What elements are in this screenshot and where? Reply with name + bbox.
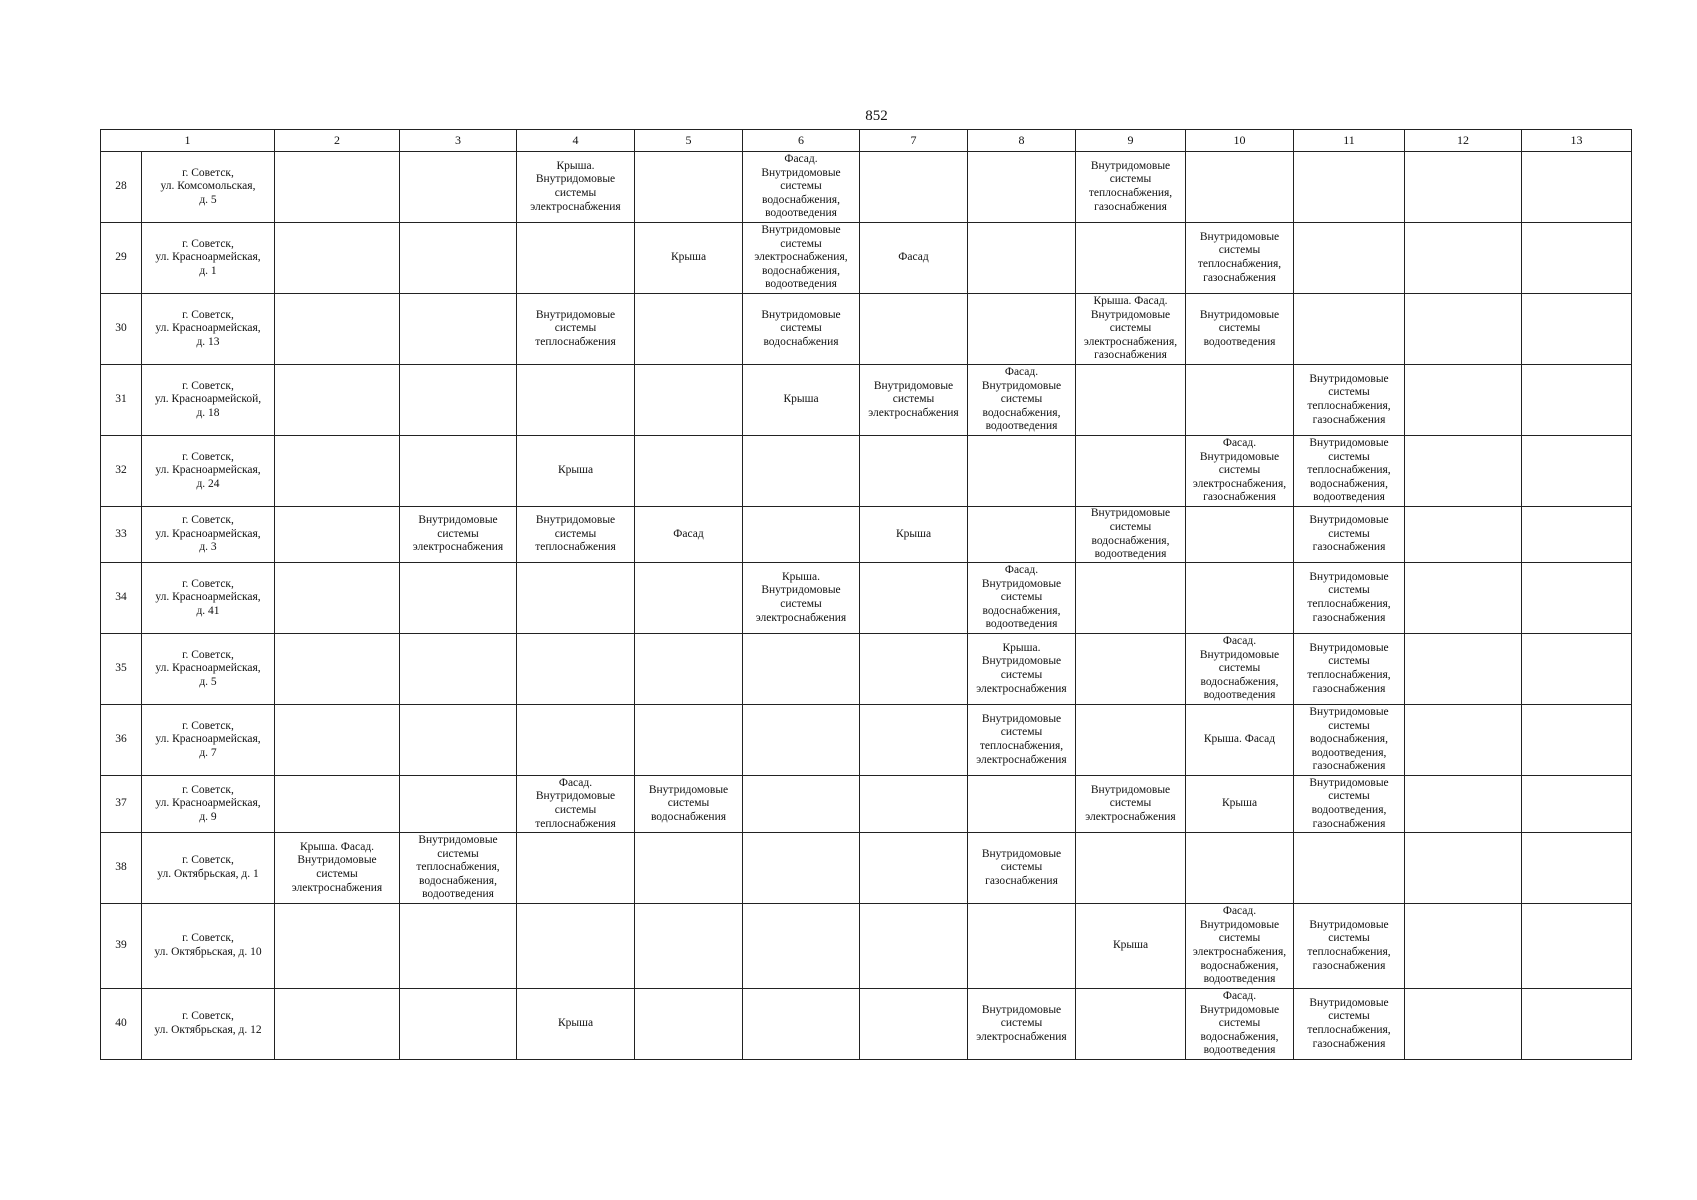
work-cell xyxy=(1405,705,1522,776)
work-cell xyxy=(400,904,517,989)
work-cell xyxy=(275,705,400,776)
work-cell: Фасад. Внутридомовые системы теплоснабжения xyxy=(517,776,635,833)
column-header: 2 xyxy=(275,130,400,152)
work-cell xyxy=(517,365,635,436)
work-cell: Внутридомовые системы теплоснабжения, газоснабжения xyxy=(1294,365,1405,436)
work-cell xyxy=(743,989,860,1060)
work-cell: Крыша xyxy=(517,436,635,507)
work-cell: Крыша xyxy=(743,365,860,436)
address-cell: г. Советск, ул. Октябрьская, д. 1 xyxy=(142,833,275,904)
work-cell xyxy=(400,223,517,294)
row-number: 39 xyxy=(101,904,142,989)
work-cell xyxy=(1522,152,1632,223)
work-cell xyxy=(275,294,400,365)
work-cell xyxy=(1186,507,1294,563)
work-cell xyxy=(1076,365,1186,436)
work-cell xyxy=(275,223,400,294)
work-cell: Внутридомовые системы теплоснабжения, газоснабжения xyxy=(1186,223,1294,294)
work-cell xyxy=(635,563,743,634)
work-cell: Крыша xyxy=(1076,904,1186,989)
table-row xyxy=(101,294,1632,365)
row-number: 31 xyxy=(101,365,142,436)
column-header: 9 xyxy=(1076,130,1186,152)
work-cell xyxy=(1522,833,1632,904)
repair-schedule-table xyxy=(100,129,1632,1060)
column-header: 13 xyxy=(1522,130,1632,152)
table-row xyxy=(101,705,1632,776)
work-cell: Фасад. Внутридомовые системы электроснабжения, газоснабжения xyxy=(1186,436,1294,507)
work-cell: Внутридомовые системы газоснабжения xyxy=(1294,507,1405,563)
work-cell xyxy=(275,989,400,1060)
address-cell: г. Советск, ул. Красноармейская, д. 1 xyxy=(142,223,275,294)
work-cell xyxy=(400,152,517,223)
work-cell xyxy=(968,223,1076,294)
work-cell xyxy=(1522,563,1632,634)
work-cell xyxy=(743,833,860,904)
work-cell: Внутридомовые системы водоснабжения, водоотведения, газоснабжения xyxy=(1294,705,1405,776)
work-cell xyxy=(635,365,743,436)
work-cell xyxy=(1522,294,1632,365)
column-header: 1 xyxy=(101,130,275,152)
work-cell xyxy=(1405,904,1522,989)
work-cell xyxy=(1522,436,1632,507)
work-cell xyxy=(1405,507,1522,563)
work-cell: Крыша. Внутридомовые системы электроснабжения xyxy=(743,563,860,634)
row-number: 33 xyxy=(101,507,142,563)
work-cell: Фасад. Внутридомовые системы водоснабжения, водоотведения xyxy=(1186,634,1294,705)
table-row xyxy=(101,904,1632,989)
work-cell xyxy=(1522,904,1632,989)
work-cell xyxy=(1076,705,1186,776)
work-cell xyxy=(1294,833,1405,904)
row-number: 32 xyxy=(101,436,142,507)
work-cell xyxy=(968,776,1076,833)
work-cell: Внутридомовые системы теплоснабжения, газоснабжения xyxy=(1294,904,1405,989)
work-cell xyxy=(1405,294,1522,365)
column-header: 3 xyxy=(400,130,517,152)
work-cell xyxy=(1186,563,1294,634)
work-cell: Крыша. Фасад xyxy=(1186,705,1294,776)
work-cell xyxy=(1522,634,1632,705)
work-cell xyxy=(517,705,635,776)
work-cell xyxy=(517,904,635,989)
column-header: 7 xyxy=(860,130,968,152)
work-cell xyxy=(968,507,1076,563)
work-cell xyxy=(1405,989,1522,1060)
work-cell xyxy=(1405,365,1522,436)
work-cell: Внутридомовые системы теплоснабжения xyxy=(517,507,635,563)
work-cell xyxy=(860,152,968,223)
work-cell xyxy=(1522,507,1632,563)
table-row xyxy=(101,833,1632,904)
work-cell: Внутридомовые системы электроснабжения, водоснабжения, водоотведения xyxy=(743,223,860,294)
work-cell xyxy=(275,152,400,223)
work-cell xyxy=(275,507,400,563)
work-cell: Фасад. Внутридомовые системы водоснабжения, водоотведения xyxy=(743,152,860,223)
work-cell xyxy=(1522,705,1632,776)
work-cell xyxy=(400,294,517,365)
row-number: 40 xyxy=(101,989,142,1060)
column-header: 4 xyxy=(517,130,635,152)
work-cell xyxy=(860,436,968,507)
work-cell xyxy=(400,989,517,1060)
work-cell: Фасад. Внутридомовые системы водоснабжения, водоотведения xyxy=(968,563,1076,634)
work-cell: Внутридомовые системы газоснабжения xyxy=(968,833,1076,904)
work-cell xyxy=(400,634,517,705)
work-cell: Внутридомовые системы водоснабжения xyxy=(743,294,860,365)
column-header: 6 xyxy=(743,130,860,152)
work-cell: Крыша. Внутридомовые системы электроснабжения xyxy=(968,634,1076,705)
work-cell: Крыша xyxy=(517,989,635,1060)
table-row xyxy=(101,776,1632,833)
address-cell: г. Советск, ул. Красноармейской, д. 18 xyxy=(142,365,275,436)
work-cell xyxy=(275,634,400,705)
work-cell xyxy=(1186,152,1294,223)
work-cell xyxy=(517,634,635,705)
work-cell xyxy=(400,563,517,634)
work-cell xyxy=(275,904,400,989)
work-cell: Фасад. Внутридомовые системы водоснабжения, водоотведения xyxy=(1186,989,1294,1060)
table-header-row xyxy=(101,130,1632,152)
work-cell: Внутридомовые системы теплоснабжения, газоснабжения xyxy=(1294,634,1405,705)
work-cell: Крыша xyxy=(635,223,743,294)
column-header: 11 xyxy=(1294,130,1405,152)
work-cell xyxy=(275,436,400,507)
work-cell xyxy=(1294,152,1405,223)
work-cell xyxy=(1076,989,1186,1060)
work-cell xyxy=(635,294,743,365)
work-cell xyxy=(517,833,635,904)
address-cell: г. Советск, ул. Красноармейская, д. 7 xyxy=(142,705,275,776)
row-number: 30 xyxy=(101,294,142,365)
column-header: 8 xyxy=(968,130,1076,152)
work-cell xyxy=(275,563,400,634)
work-cell xyxy=(968,436,1076,507)
work-cell xyxy=(517,563,635,634)
work-cell xyxy=(400,436,517,507)
work-cell: Внутридомовые системы электроснабжения xyxy=(1076,776,1186,833)
work-cell: Внутридомовые системы теплоснабжения, газоснабжения xyxy=(1294,989,1405,1060)
work-cell: Крыша. Фасад. Внутридомовые системы электроснабжения, газоснабжения xyxy=(1076,294,1186,365)
address-cell: г. Советск, ул. Красноармейская, д. 3 xyxy=(142,507,275,563)
work-cell: Внутридомовые системы теплоснабжения, водоснабжения, водоотведения xyxy=(400,833,517,904)
work-cell: Внутридомовые системы водоснабжения xyxy=(635,776,743,833)
work-cell xyxy=(635,705,743,776)
work-cell xyxy=(635,833,743,904)
work-cell xyxy=(635,989,743,1060)
work-cell xyxy=(1405,563,1522,634)
work-cell xyxy=(1405,833,1522,904)
address-cell: г. Советск, ул. Красноармейская, д. 13 xyxy=(142,294,275,365)
row-number: 38 xyxy=(101,833,142,904)
row-number: 36 xyxy=(101,705,142,776)
work-cell xyxy=(743,776,860,833)
address-cell: г. Советск, ул. Октябрьская, д. 10 xyxy=(142,904,275,989)
work-cell xyxy=(400,365,517,436)
work-cell xyxy=(1294,294,1405,365)
page-number: 852 xyxy=(865,108,888,124)
address-cell: г. Советск, ул. Октябрьская, д. 12 xyxy=(142,989,275,1060)
work-cell: Внутридомовые системы теплоснабжения xyxy=(517,294,635,365)
work-cell: Фасад. Внутридомовые системы водоснабжения, водоотведения xyxy=(968,365,1076,436)
work-cell: Внутридомовые системы теплоснабжения, электроснабжения xyxy=(968,705,1076,776)
table-row xyxy=(101,365,1632,436)
table-row xyxy=(101,507,1632,563)
work-cell xyxy=(1522,776,1632,833)
work-cell xyxy=(1405,223,1522,294)
work-cell xyxy=(860,989,968,1060)
work-cell xyxy=(860,294,968,365)
work-cell xyxy=(1405,436,1522,507)
table-row xyxy=(101,223,1632,294)
row-number: 37 xyxy=(101,776,142,833)
work-cell xyxy=(1076,563,1186,634)
column-header: 12 xyxy=(1405,130,1522,152)
work-cell xyxy=(1522,365,1632,436)
work-cell xyxy=(635,436,743,507)
address-cell: г. Советск, ул. Красноармейская, д. 41 xyxy=(142,563,275,634)
work-cell xyxy=(1294,223,1405,294)
work-cell: Фасад xyxy=(860,223,968,294)
column-header: 5 xyxy=(635,130,743,152)
table-row xyxy=(101,152,1632,223)
table-body xyxy=(101,152,1632,1060)
row-number: 29 xyxy=(101,223,142,294)
work-cell xyxy=(1522,989,1632,1060)
work-cell xyxy=(635,904,743,989)
work-cell xyxy=(1405,634,1522,705)
work-cell: Фасад xyxy=(635,507,743,563)
column-header: 10 xyxy=(1186,130,1294,152)
work-cell: Внутридомовые системы теплоснабжения, газоснабжения xyxy=(1294,563,1405,634)
work-cell xyxy=(860,904,968,989)
work-cell: Крыша xyxy=(860,507,968,563)
work-cell xyxy=(743,507,860,563)
work-cell: Крыша. Фасад. Внутридомовые системы электроснабжения xyxy=(275,833,400,904)
work-cell xyxy=(635,152,743,223)
work-cell: Внутридомовые системы водоснабжения, водоотведения xyxy=(1076,507,1186,563)
work-cell xyxy=(860,776,968,833)
row-number: 34 xyxy=(101,563,142,634)
work-cell xyxy=(1186,365,1294,436)
work-cell xyxy=(1076,436,1186,507)
work-cell xyxy=(860,563,968,634)
address-cell: г. Советск, ул. Комсомольская, д. 5 xyxy=(142,152,275,223)
work-cell: Крыша xyxy=(1186,776,1294,833)
work-cell xyxy=(860,705,968,776)
work-cell xyxy=(1076,833,1186,904)
address-cell: г. Советск, ул. Красноармейская, д. 5 xyxy=(142,634,275,705)
address-cell: г. Советск, ул. Красноармейская, д. 9 xyxy=(142,776,275,833)
work-cell: Внутридомовые системы теплоснабжения, водоснабжения, водоотведения xyxy=(1294,436,1405,507)
work-cell xyxy=(968,152,1076,223)
work-cell: Внутридомовые системы водоотведения, газоснабжения xyxy=(1294,776,1405,833)
work-cell xyxy=(635,634,743,705)
table-row xyxy=(101,563,1632,634)
work-cell xyxy=(1076,634,1186,705)
work-cell xyxy=(400,776,517,833)
work-cell xyxy=(275,776,400,833)
work-cell xyxy=(1186,833,1294,904)
work-cell: Крыша. Внутридомовые системы электроснабжения xyxy=(517,152,635,223)
work-cell xyxy=(968,904,1076,989)
work-cell: Внутридомовые системы электроснабжения xyxy=(860,365,968,436)
work-cell xyxy=(1405,776,1522,833)
work-cell: Фасад. Внутридомовые системы электроснабжения, водоснабжения, водоотведения xyxy=(1186,904,1294,989)
work-cell xyxy=(1076,223,1186,294)
work-cell xyxy=(743,436,860,507)
work-cell: Внутридомовые системы водоотведения xyxy=(1186,294,1294,365)
work-cell xyxy=(860,833,968,904)
work-cell xyxy=(517,223,635,294)
table-row xyxy=(101,989,1632,1060)
table-row xyxy=(101,436,1632,507)
work-cell: Внутридомовые системы электроснабжения xyxy=(400,507,517,563)
work-cell xyxy=(743,705,860,776)
work-cell: Внутридомовые системы электроснабжения xyxy=(968,989,1076,1060)
work-cell xyxy=(1405,152,1522,223)
work-cell: Внутридомовые системы теплоснабжения, газоснабжения xyxy=(1076,152,1186,223)
work-cell xyxy=(400,705,517,776)
work-cell xyxy=(743,634,860,705)
work-cell xyxy=(275,365,400,436)
work-cell xyxy=(860,634,968,705)
table-row xyxy=(101,634,1632,705)
work-cell xyxy=(1522,223,1632,294)
address-cell: г. Советск, ул. Красноармейская, д. 24 xyxy=(142,436,275,507)
work-cell xyxy=(968,294,1076,365)
row-number: 28 xyxy=(101,152,142,223)
work-cell xyxy=(743,904,860,989)
row-number: 35 xyxy=(101,634,142,705)
